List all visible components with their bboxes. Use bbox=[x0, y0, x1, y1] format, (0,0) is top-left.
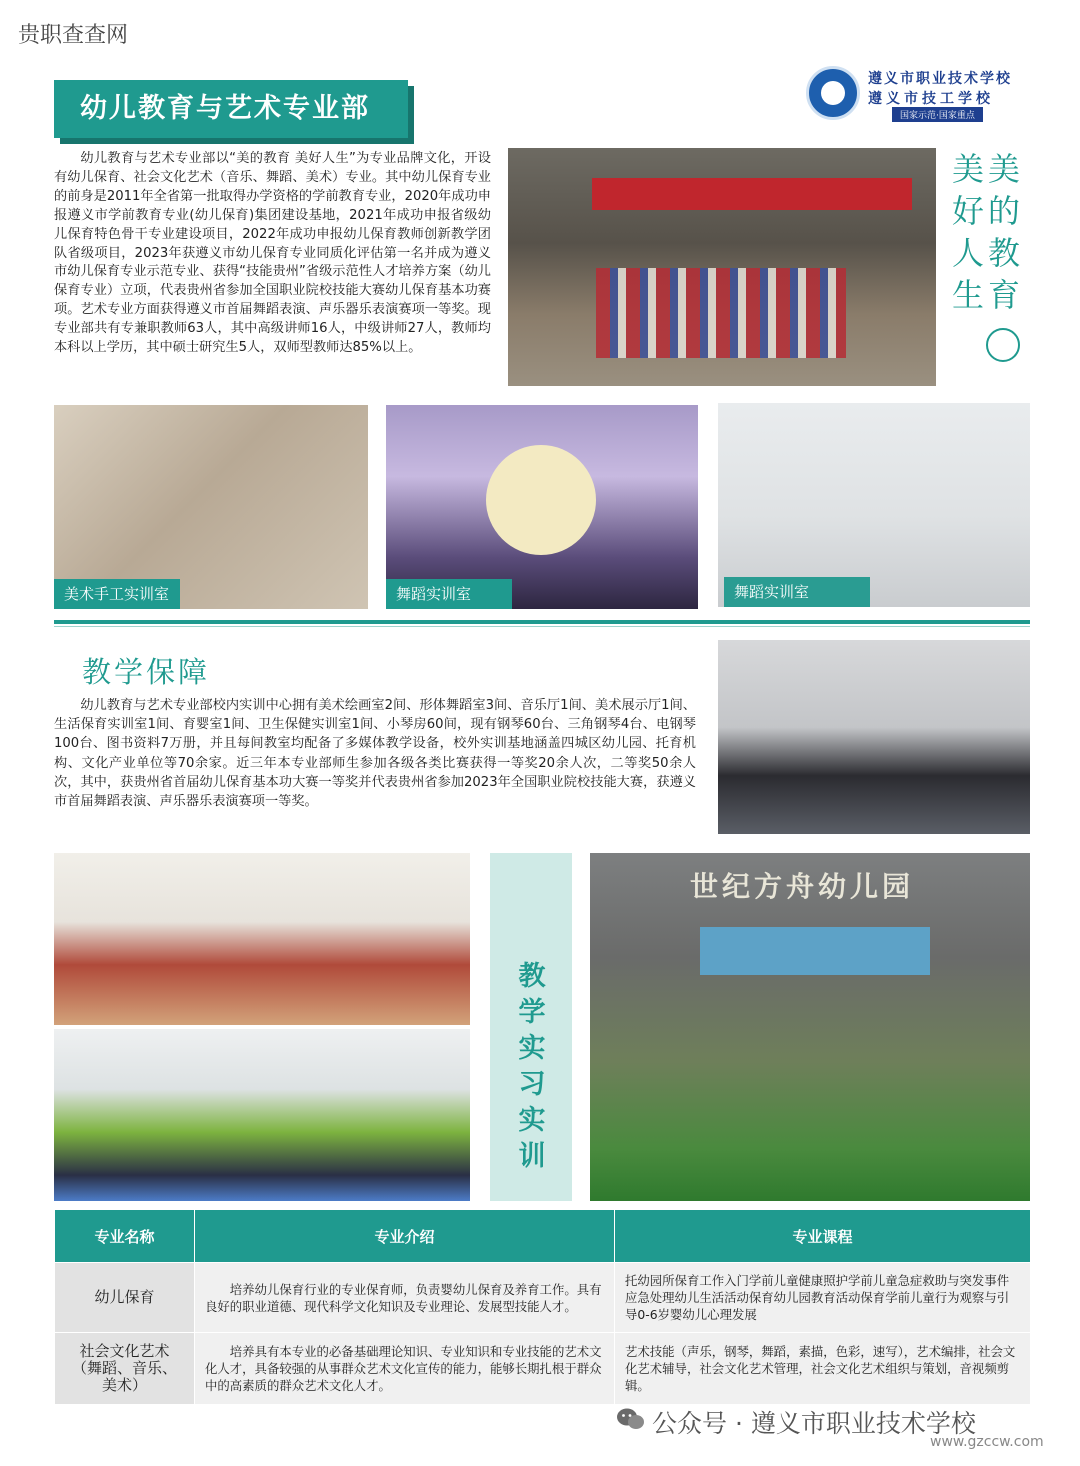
kindergarten-photo bbox=[590, 853, 1030, 1201]
slogan-right: 美的教育 bbox=[988, 150, 1021, 314]
site-watermark: www.gzccw.com bbox=[930, 1434, 1044, 1450]
dance-stage-photo bbox=[386, 405, 698, 609]
kindergarten-sign: 世纪方舟幼儿园 bbox=[690, 870, 915, 903]
dance-room-caption: 舞蹈实训室 bbox=[724, 577, 870, 607]
logo-school-name-2: 遵义市技工学校 bbox=[868, 91, 994, 107]
slogan-left: 美好人生 bbox=[952, 150, 985, 314]
art-room-caption: 美术手工实训室 bbox=[54, 579, 180, 609]
dance-room-photo bbox=[718, 403, 1030, 607]
practice-label: 教学实习实训 bbox=[518, 961, 546, 1172]
dance-stage-caption: 舞蹈实训室 bbox=[386, 579, 512, 609]
row-name: 社会文化艺术（舞蹈、音乐、美术） bbox=[55, 1333, 195, 1405]
row-name: 幼儿保育 bbox=[55, 1263, 195, 1333]
wechat-icon bbox=[616, 1406, 646, 1432]
classroom-photo bbox=[54, 1029, 470, 1201]
care-training-photo bbox=[54, 853, 470, 1025]
header-name: 专业名称 bbox=[55, 1210, 195, 1263]
department-intro: 幼儿教育与艺术专业部以“美的教育 美好人生”为专业品牌文化，开设有幼儿保育、社会文化艺术（音乐、舞蹈、美术）专业。其中幼儿保育专业的前身是2011年全省第一批取得办学资格的学前教育专业，2020年成功申报遵义市学前教育专业(幼儿保育)集团建设基地，2021年成功申报省级幼儿保育特色骨干专业建设项目，2022年成功申报幼儿保育教师创新教学团队省级项目，2023年获遵义市幼儿保育专业同质化评估第一名并成为遵义市幼儿保育专业示范专业、获得“技能贵州”省级示范性人才培养方案（幼儿保育专业）立项，代表贵州省参加全国职业院校技能大赛幼儿保育基本功赛项。艺术专业方面获得遵义市首届舞蹈表演、声乐器乐表演赛项一等奖。现专业部共有专兼职教师63人，其中高级讲师16人，中级讲师27人，教师均本科以上学历，其中硕士研究生5人，双师型教师达85%以上。 bbox=[54, 151, 491, 356]
practice-band bbox=[490, 853, 572, 1201]
courses-table bbox=[54, 1209, 1031, 1405]
logo-badge: 国家示范·国家重点 bbox=[892, 107, 983, 122]
slogan bbox=[952, 148, 1032, 368]
section-divider-thin bbox=[54, 626, 1030, 627]
table-header-row bbox=[55, 1210, 1031, 1263]
logo-school-name: 遵义市职业技术学校 bbox=[868, 71, 1012, 87]
watermark-top: 贵职查查网 bbox=[18, 23, 129, 48]
section-divider bbox=[54, 620, 1030, 624]
row-intro: 培养具有本专业的必备基础理论知识、专业知识和专业技能的艺术文化人才，具备较强的从事群众艺术文化宣传的能力，能够长期扎根于群众中的高素质的群众艺术文化人才。 bbox=[195, 1333, 615, 1405]
art-room-photo bbox=[54, 405, 368, 609]
teaching-text: 幼儿教育与艺术专业部校内实训中心拥有美术绘画室2间、形体舞蹈室3间、音乐厅1间、美术展示厅1间、生活保育实训室1间、育婴室1间、卫生保健实训室1间、小琴房60间，现有钢琴60台、三角钢琴4台、电钢琴100台、图书资料7万册，并且每间教室均配备了多媒体教学设备，校外实训基地涵盖四城区幼儿园、托育机构、文化产业单位等70余家。近三年本专业部师生参加各级各类比赛获得一等奖20余人次，二等奖50余人次，其中，获贵州省首届幼儿保育基本功大赛一等奖并代表贵州省参加2023年全国职业院校技能大赛，获遵义市首届舞蹈表演、声乐器乐表演赛项一等奖。 bbox=[54, 698, 696, 810]
row-courses: 托幼园所保育工作入门学前儿童健康照护学前儿童急症救助与突发事件应急处理幼儿生活活动保育幼儿园教育活动保育学前儿童行为观察与引导0-6岁婴幼儿心理发展 bbox=[615, 1263, 1031, 1333]
group-photo bbox=[508, 148, 936, 386]
dance-group-photo bbox=[718, 640, 1030, 834]
row-courses: 艺术技能（声乐，钢琴，舞蹈，素描，色彩，速写），艺术编排，社会文化艺术辅导，社会文化艺术管理，社会文化艺术组织与策划，音视频剪辑。 bbox=[615, 1333, 1031, 1405]
circle-ornament-icon bbox=[986, 328, 1020, 362]
teaching-title: 教学保障 bbox=[82, 655, 211, 689]
department-title: 幼儿教育与艺术专业部 bbox=[54, 80, 408, 138]
table-row bbox=[55, 1263, 1031, 1333]
header-courses: 专业课程 bbox=[615, 1210, 1031, 1263]
row-intro: 培养幼儿保育行业的专业保育师，负责婴幼儿保育及养育工作。具有良好的职业道德、现代科学文化知识及专业理论、发展型技能人才。 bbox=[195, 1263, 615, 1333]
table-row bbox=[55, 1333, 1031, 1405]
school-logo bbox=[806, 64, 1036, 124]
school-emblem-icon bbox=[806, 66, 860, 120]
wechat-watermark: 公众号 · 遵义市职业技术学校 bbox=[652, 1409, 976, 1438]
header-intro: 专业介绍 bbox=[195, 1210, 615, 1263]
